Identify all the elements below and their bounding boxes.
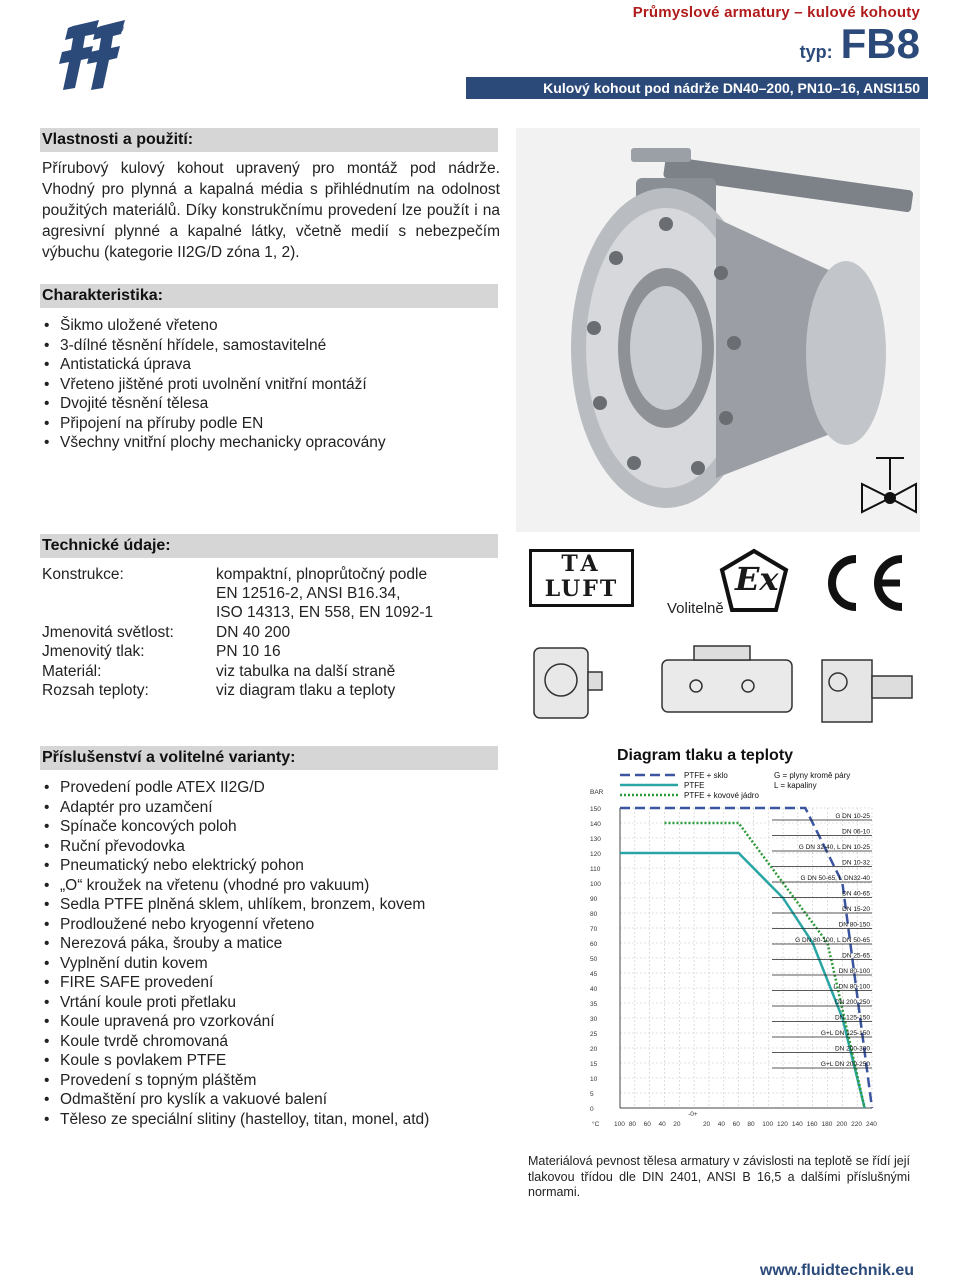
series-annotation: G DN 50-65, L DN32-40 [800, 875, 870, 882]
y-tick-label: 40 [590, 986, 598, 993]
x-tick-label: 100 [614, 1121, 625, 1128]
x-axis-label: °C [592, 1121, 600, 1128]
tech-value-temperature: viz diagram tlaku a teploty [216, 682, 396, 699]
ta-luft-line2: LUFT [544, 576, 619, 602]
x-tick-label: 20 [673, 1121, 681, 1128]
x-tick-label: 100 [762, 1121, 774, 1128]
series-annotation: G DN 32-40, L DN 10-25 [798, 844, 870, 851]
x-tick-label: 220 [851, 1121, 863, 1128]
section-heading-technical: Technické údaje: [40, 534, 498, 558]
list-item: • Antistatická úprava [42, 355, 386, 375]
y-tick-label: 70 [590, 926, 598, 933]
y-tick-label: 80 [590, 911, 598, 918]
y-tick-label: 130 [590, 836, 601, 843]
x-tick-label: 140 [791, 1121, 803, 1128]
tech-label-nominal-size: Jmenovitá světlost: [42, 624, 174, 641]
series-annotation: DN 80-100 [838, 968, 870, 975]
series-annotation: DN 125-150 [834, 1014, 870, 1022]
ta-luft-mark [529, 549, 634, 607]
y-tick-label: 0 [590, 1106, 594, 1113]
x-tick-label: 80 [628, 1121, 637, 1128]
list-item: • Vrtání koule proti přetlaku [42, 993, 429, 1013]
type-value: FB8 [840, 20, 920, 67]
list-item: • Ruční převodovka [42, 837, 429, 857]
list-item: • FIRE SAFE provedení [42, 973, 429, 993]
valve-product-photo [516, 128, 920, 532]
chart-caption: Materiálová pevnost tělesa armatury v závislosti na teplotě se řídí její tlakovou třídou dle DIN 2401, ANSI B 16,5 a dalšími příslušnými normami. [528, 1154, 910, 1199]
list-item: • Sedla PTFE plněná sklem, uhlíkem, bronzem, kovem [42, 895, 429, 915]
list-item: • Provedení podle ATEX II2G/D [42, 778, 429, 798]
series-annotation: DN 15-20 [842, 906, 870, 913]
series-annotation: G DN 80-100, L DN 50-65 [795, 937, 870, 944]
series-line [620, 853, 865, 1108]
x-tick-label: -0+ [688, 1111, 698, 1118]
tech-value-nominal-size: DN 40 200 [216, 624, 291, 641]
y-tick-label: 60 [590, 941, 598, 948]
series-annotation: G+L DN 125-150 [820, 1030, 870, 1037]
y-tick-label: 120 [590, 851, 601, 858]
x-tick-label: 40 [658, 1121, 666, 1128]
series-annotation: DN 200-250 [834, 999, 870, 1006]
tech-value-material: viz tabulka na další straně [216, 663, 396, 680]
x-tick-label: 80 [747, 1121, 755, 1128]
type-label: typ: [799, 42, 833, 62]
list-item: • Všechny vnitřní plochy mechanicky opracovány [42, 433, 386, 453]
y-tick-label: 100 [590, 881, 601, 888]
tech-label-material: Materiál: [42, 663, 102, 680]
y-tick-label: 20 [590, 1046, 598, 1053]
legend-label: PTFE + kovové jádro [684, 791, 759, 800]
registered-mark: ® [112, 20, 124, 37]
legend-label: PTFE + sklo [684, 771, 728, 780]
tech-label-construction: Konstrukce: [42, 566, 124, 583]
series-annotation: DN 06-10 [842, 828, 870, 836]
legend-note: G = plyny kromě páry [774, 771, 851, 780]
list-item: • Těleso ze speciální slitiny (hastelloy, titan, monel, atd) [42, 1110, 429, 1130]
x-tick-label: 60 [643, 1121, 651, 1128]
accessories-list [42, 778, 429, 1129]
list-item: • Odmaštění pro kyslík a vakuové balení [42, 1090, 429, 1110]
list-item: • Prodloužené nebo kryogenní vřeteno [42, 915, 429, 935]
list-item: • Adaptér pro uzamčení [42, 798, 429, 818]
ce-mark-icon [818, 553, 908, 613]
tech-label-nominal-pressure: Jmenovitý tlak: [42, 643, 145, 660]
list-item: • Spínače koncových poloh [42, 817, 429, 837]
y-tick-label: 50 [590, 956, 598, 963]
list-item: • 3-dílné těsnění hřídele, samostavitelné [42, 336, 386, 356]
y-tick-label: 5 [590, 1091, 594, 1098]
list-item: • Vyplnění dutin kovem [42, 954, 429, 974]
tech-value-construction-2: EN 12516-2, ANSI B16.34, [216, 585, 401, 602]
section-heading-accessories: Příslušenství a volitelné varianty: [40, 746, 498, 770]
characteristics-list [42, 316, 386, 453]
list-item: • Koule upravená pro vzorkování [42, 1012, 429, 1032]
y-tick-label: 90 [590, 896, 598, 903]
series-annotation: G+L DN 200-250 [820, 1061, 870, 1068]
series-annotation: DN 80-150 [838, 921, 870, 929]
series-annotation: DN 10-32 [842, 859, 870, 867]
product-subtitle: Kulový kohout pod nádrže DN40–200, PN10–16, ANSI150 [466, 77, 928, 99]
legend-note: L = kapaliny [774, 781, 817, 790]
x-tick-label: 120 [777, 1121, 788, 1128]
properties-text: Přírubový kulový kohout upravený pro montáž pod nádrže. Vhodný pro plynná a kapalná média s přihlédnutím na odolnost použitých materiálů. Díky konstrukčnímu provedení lze použít i na agresivní plynné a kapalné látky, včetně medií s nebezpečím výbuchu (kategorie II2G/D zóna 1, 2). [42, 160, 500, 261]
tech-value-construction-3: ISO 14313, EN 558, EN 1092-1 [216, 604, 434, 621]
tech-label-temperature: Rozsah teploty: [42, 682, 149, 699]
x-tick-label: 200 [836, 1121, 848, 1128]
series-annotation: DN 40-65 [842, 890, 870, 898]
tech-value-nominal-pressure: PN 10 16 [216, 643, 281, 660]
y-tick-label: 15 [590, 1061, 598, 1068]
section-heading-properties: Vlastnosti a použití: [40, 128, 498, 152]
series-annotation: L DN 80-100 [833, 983, 870, 991]
list-item: • Dvojité těsnění tělesa [42, 394, 386, 414]
list-item: • Pneumatický nebo elektrický pohon [42, 856, 429, 876]
pressure-temperature-chart [560, 768, 932, 1138]
series-annotation: G DN 10-25 [835, 813, 870, 820]
atex-ex-text: Ex [735, 560, 779, 598]
footer-url[interactable]: www.fluidtechnik.eu [759, 1262, 914, 1279]
x-tick-label: 20 [702, 1121, 711, 1128]
list-item: • Připojení na příruby podle EN [42, 414, 386, 434]
product-type [800, 22, 920, 66]
list-item: • „O“ kroužek na vřetenu (vhodné pro vakuum) [42, 876, 429, 896]
tech-value-construction-1: kompaktní, plnoprůtočný podle [216, 566, 428, 583]
x-tick-label: 40 [717, 1121, 725, 1128]
y-tick-label: 10 [590, 1076, 598, 1083]
y-tick-label: 35 [590, 1001, 598, 1008]
x-tick-label: 160 [806, 1121, 818, 1128]
x-tick-label: 240 [866, 1121, 877, 1128]
optional-label: Volitelně [667, 600, 724, 617]
y-axis-label: BAR [590, 789, 604, 796]
section-heading-characteristics: Charakteristika: [40, 284, 498, 308]
y-tick-label: 30 [590, 1016, 598, 1023]
series-annotation: DN 25-65 [842, 952, 870, 960]
y-tick-label: 25 [590, 1031, 598, 1038]
product-category: Průmyslové armatury – kulové kohouty [632, 4, 920, 21]
list-item: • Nerezová páka, šrouby a matice [42, 934, 429, 954]
ta-luft-line1: TA [561, 551, 602, 577]
chart-title: Diagram tlaku a teploty [617, 747, 794, 764]
y-tick-label: 150 [590, 806, 601, 813]
y-tick-label: 45 [590, 971, 598, 978]
list-item: • Vřeteno jištěné proti uvolnění vnitřní montáží [42, 375, 386, 395]
legend-label: PTFE [684, 781, 705, 790]
x-tick-label: 180 [821, 1121, 833, 1128]
list-item: • Provedení s topným pláštěm [42, 1071, 429, 1091]
y-tick-label: 110 [590, 866, 601, 873]
list-item: • Koule s povlakem PTFE [42, 1051, 429, 1071]
series-annotation: DN 200-300 [834, 1045, 870, 1053]
list-item: • Koule tvrdě chromovaná [42, 1032, 429, 1052]
list-item: • Šikmo uložené vřeteno [42, 316, 386, 336]
y-tick-label: 140 [590, 821, 601, 828]
actuator-images [532, 642, 916, 728]
x-tick-label: 60 [732, 1121, 740, 1128]
